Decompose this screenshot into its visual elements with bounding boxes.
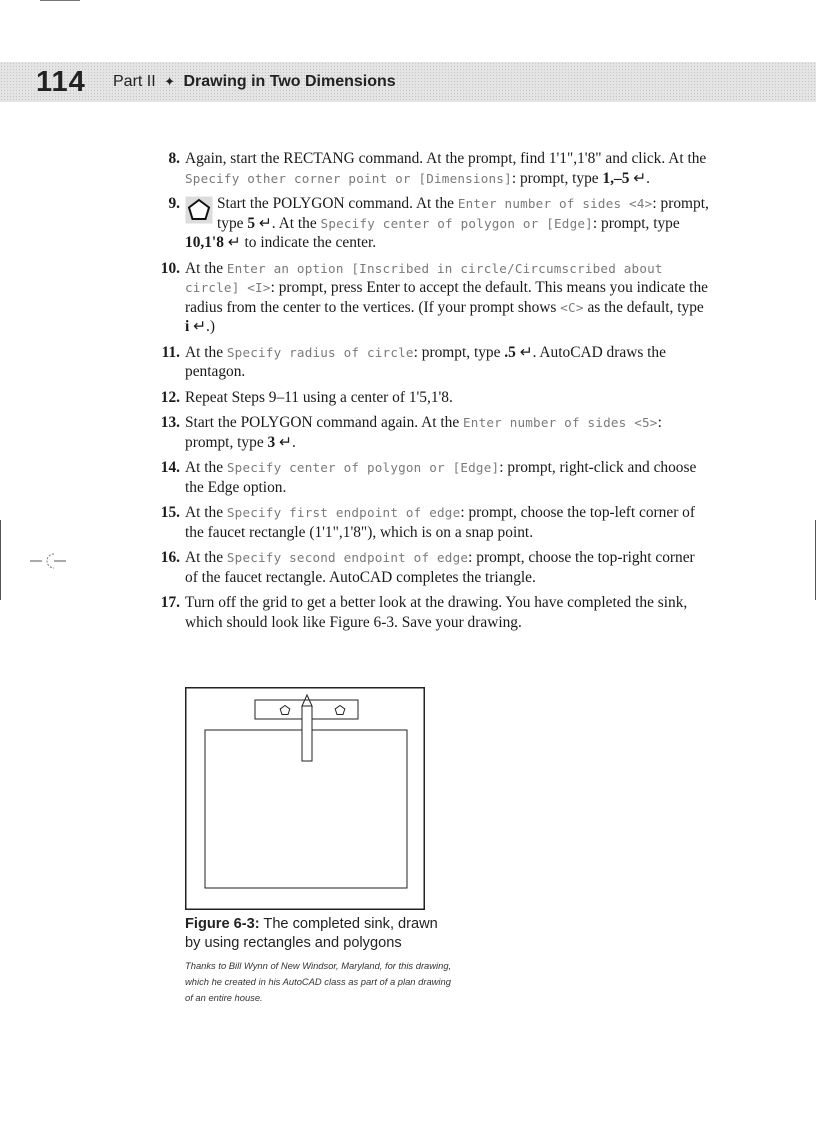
figure-label: Figure 6-3: [185,916,260,932]
step-text: At the [185,259,227,277]
step-text: : prompt, right-click and choose the Edge option. [185,459,697,496]
polygon-toolbar-icon [185,196,213,224]
step-text: Again, start the RECTANG command. At the prompt, find 1'1",1'8" and click. At the [185,150,707,167]
step-text: : prompt, type [217,195,709,232]
command-prompt: Specify radius of circle [226,344,414,360]
step-number: 17. [160,594,180,611]
step-text: Start the POLYGON command again. At the [185,414,464,431]
page-number: 114 [36,66,86,98]
step-number: 16. [160,549,180,566]
sink-drawing-figure [185,687,425,910]
figure-caption-text: The completed sink, drawn by using rectangles and polygons [185,916,438,951]
step-text: At the [185,343,227,361]
step-number: 8. [168,150,180,167]
command-prompt: Specify center of polygon or [Edge] [226,460,500,475]
running-header [0,62,816,102]
step-text: : prompt, choose the top-left corner of the faucet rectangle (1'1",1'8"), which is on a snap point. [185,504,695,541]
step-text: : prompt, type [185,414,662,451]
step-number: 13. [160,414,180,431]
crop-mark-left [0,520,1,600]
faucet-rectangle [302,706,312,761]
registration-mark-icon [28,549,68,573]
step-text: : prompt, type [511,169,603,187]
command-prompt: Enter number of sides <5> [463,415,658,430]
step-text: ↵. [275,433,296,451]
step-text: At the [185,549,227,566]
typed-input: .5 [504,343,516,361]
step-number: 14. [160,459,180,476]
step-number: 12. [160,388,180,406]
running-head [113,73,396,91]
command-prompt: Enter number of sides <4> [457,196,653,211]
step-number: 9. [168,195,180,212]
figure-credit: Thanks to Bill Wynn of New Windsor, Maryland, for this drawing, which he created in his AutoCAD class as part of a plan drawing of an entire house. [185,960,452,1003]
step-text: Start the POLYGON command. At the [217,195,458,212]
typed-input: 1,–5 [602,169,630,187]
step-item [150,503,710,542]
command-prompt: Specify other corner point or [Dimensions] [185,170,512,186]
command-prompt: Specify second endpoint of edge [226,550,469,565]
part-label: Part II [113,73,156,90]
command-prompt: Enter an option [Inscribed in circle/Circumscribed about circle] <I> [185,260,663,295]
command-prompt: Specify first endpoint of edge [226,505,461,520]
step-text: : prompt, type [413,343,505,361]
step-list [150,149,710,638]
typed-input: 5 [247,214,256,232]
step-item [150,413,710,452]
step-text: Turn off the grid to get a better look at the drawing. You have completed the sink, which should look like Figure 6-3. Save your drawing. [185,594,688,631]
typed-input: 10,1'8 [185,234,224,251]
step-item [150,388,710,408]
step-text: : prompt, choose the top-right corner of the faucet rectangle. AutoCAD completes the triangle. [185,549,695,586]
step-text: : prompt, press Enter to accept the default. This means you indicate the radius from the center to the vertices. (If your prompt shows [185,279,708,316]
chapter-title: Drawing in Two Dimensions [183,73,396,90]
step-text: : prompt, type [592,214,680,232]
step-text: Repeat Steps 9–11 using a center of 1'5,1'8. [185,388,453,406]
step-item [150,593,710,632]
step-number: 15. [160,504,180,521]
step-text: At the [185,459,227,476]
step-item [150,343,710,382]
figure-caption [185,915,455,953]
typed-input: i [185,318,190,335]
command-prompt: <C> [560,299,584,315]
step-number: 10. [160,259,180,277]
step-item [150,259,710,337]
step-item [150,149,710,188]
typed-input: 3 [267,433,276,451]
command-prompt: Specify center of polygon or [Edge] [320,215,593,231]
step-text: ↵. At the [255,214,321,232]
step-text: ↵.) [189,318,215,335]
step-text: ↵. [629,169,651,187]
step-text: ↵. AutoCAD draws the pentagon. [185,343,666,380]
step-text: ↵ to indicate the center. [223,234,377,251]
step-text: At the [185,504,227,521]
top-rule [40,0,80,1]
separator-diamond-icon: ✦ [164,74,176,89]
step-text: as the default, type [583,298,704,316]
step-item [150,458,710,497]
step-number: 11. [161,343,180,361]
step-item [150,548,710,587]
step-item [150,194,710,253]
